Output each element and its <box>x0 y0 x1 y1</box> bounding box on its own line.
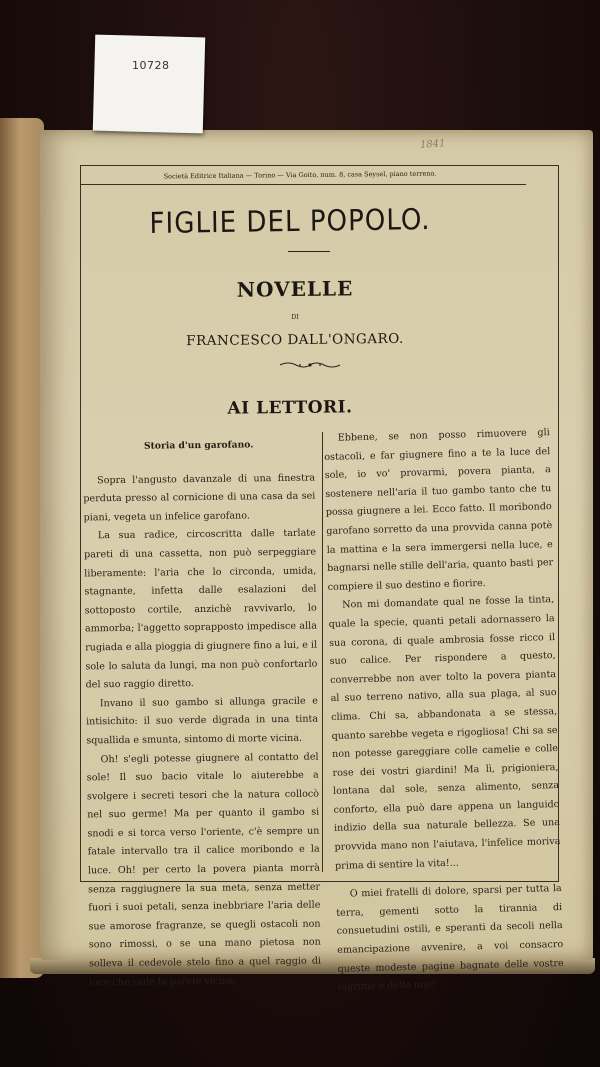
subtitle: NOVELLE <box>236 276 354 302</box>
book-cover-edge <box>0 118 44 978</box>
right-column <box>324 424 565 998</box>
paragraph: Oh! s'egli potesse giugnere al contatto del sole! Il suo bacio vitale lo aiuterebbe a svolgere i secreti tesori che la natura collocò nel suo germe! Ma per quanto il gambo si snodi e si torca verso l'oriente, c'è sempre un fatale intervallo tra il calice moribondo e la luce. Oh! per certo la povera pianta morrà senza raggiugnere la sua meta, senza metter fuori i suoi petali, senza inebbriare l'aria delle sue amorose fragranze, se quegli ostacoli non sono rimossi, o se una mano pietosa non solleva il cedevole stelo fino a quel raggio di luce che rade la parete vicina. <box>86 751 322 989</box>
paragraph: La sua radice, circoscritta dalle tarlate pareti di una cassetta, non può serpeggiare liberamente: l'aria che lo circonda, umida, stagnante, infetta dalle esalazioni del sottoposto cortile, anzichè ravvivarlo, lo ammorba; l'aggetto soprapposto impedisce alla rugiada e alla pioggia di giugnere fino a lui, e il sole lo saluta da lungi, ma non può confortarlo del suo raggio diretto. <box>83 527 318 691</box>
story-title: Storia d'un garofano. <box>143 439 254 452</box>
section-heading: AI LETTORI. <box>227 397 353 419</box>
author-preposition: DI <box>291 314 299 321</box>
publisher-imprint: Società Editrice Italiana — Torino — Via Goito, num. 8, casa Seysel, piano terreno. <box>163 169 437 181</box>
catalog-code: 10728 <box>132 59 170 72</box>
catalog-sticker <box>93 35 205 134</box>
imprint-rule <box>80 184 526 185</box>
page-title: FIGLIE DEL POPOLO. <box>149 202 431 240</box>
left-column <box>83 436 322 993</box>
column-divider <box>322 432 323 872</box>
paragraph: Ebbene, se non posso rimuovere gli ostacoli, e far giugnere fino a te la luce del sole, io vo' provarmi, povera pianta, a sostenere nell'aria il tuo gambo tanto che tu possa giugnere a lei. Ecco fatto. Il moribondo garofano sorretto da una provvida canna potè la mattina e la sera immergersi nella luce, e bagnarsi nelle stille dell'aria, quanto basti per compiere il suo destino e fiorire. <box>324 427 554 593</box>
paragraph: O miei fratelli di dolore, sparsi per tutta la terra, gementi sotto la tirannia di consuetudini ostili, e speranti da secoli nella emancipazione avvenire, a voi consacro queste modeste pagine bagnate delle vostre lagrime e delle mie! <box>336 883 564 994</box>
paragraph: Non mi domandate qual ne fosse la tinta, quale la specie, quanti petali adornassero la sua corona, di quale ambrosia fosse ricco il suo calice. Per rispondere a questo, converrebbe non aver tolto la povera pianta al suo terreno nativo, alla sua plaga, al suo clima. Chi sa, abbandonata a se stessa, quanto sarebbe vegeta e rigogliosa! Chi sa se non potesse gareggiare colle camelie e colle rose dei vostri giardini! Ma lì, prigioniera, lontana dal sole, senza alimento, senza conforto, ella può dare appena un languido indizio della sua naturale bellezza. Se una provvida mano non l'aiutava, l'infelice moriva prima di sentire la vita!... <box>328 594 561 872</box>
title-divider <box>288 251 330 252</box>
paragraph: Invano il suo gambo si allunga gracile e intisichito: il suo verde digrada in una tinta squallida e smunta, sintomo di morte vicina. <box>86 695 319 747</box>
paragraph: Sopra l'angusto davanzale di una finestra perduta presso al cornicione di una casa da sei piani, vegeta un infelice garofano. <box>83 472 316 524</box>
pencil-annotation: 1841 <box>419 138 446 151</box>
author-name: FRANCESCO DALL'ONGARO. <box>186 330 404 350</box>
ornament-flourish-icon <box>278 360 342 370</box>
